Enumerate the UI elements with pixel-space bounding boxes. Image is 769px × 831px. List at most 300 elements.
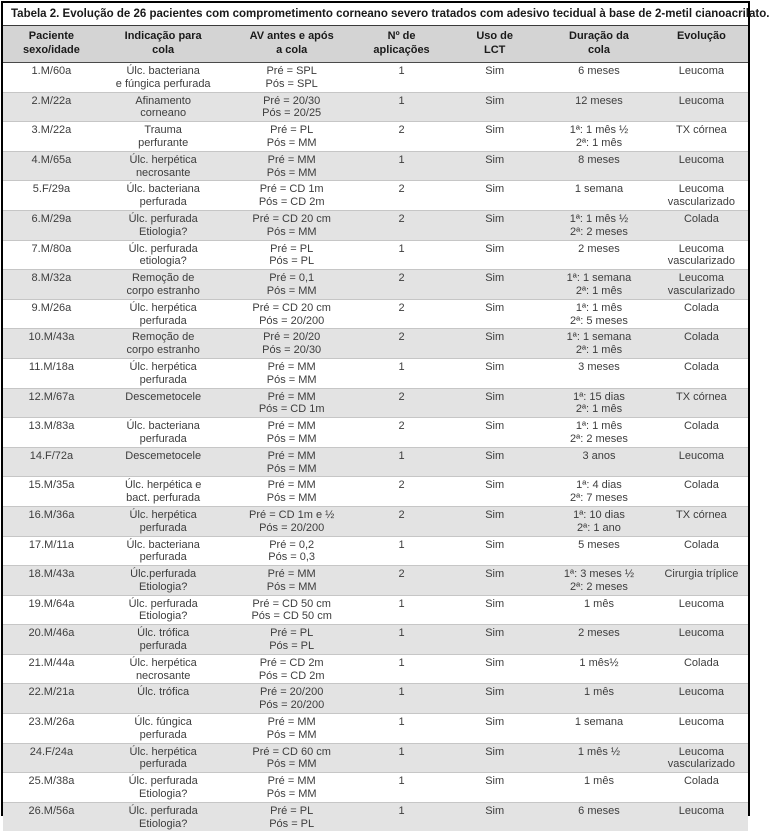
cell-line: 2ª: 2 meses: [545, 226, 653, 239]
cell-line: Colada: [657, 539, 746, 552]
cell-line: Sim: [448, 568, 541, 581]
table-row: [3, 654, 748, 684]
table-cell-patient: [3, 240, 100, 270]
cell-line: Pré = PL: [228, 124, 354, 137]
table-cell-indication: [100, 151, 227, 181]
table-cell-lct-use: [446, 181, 543, 211]
cell-line: 2: [359, 568, 444, 581]
table-cell-glue-duration: [543, 714, 655, 744]
cell-line: Sim: [448, 775, 541, 788]
cell-line: 1 semana: [545, 716, 653, 729]
cell-line: 12 meses: [545, 95, 653, 108]
cell-line: necrosante: [102, 670, 225, 683]
cell-line: Pré = MM: [228, 450, 354, 463]
table-cell-indication: [100, 240, 227, 270]
cell-line: Úlc. perfurada: [102, 598, 225, 611]
cell-line: Pós = MM: [228, 167, 354, 180]
cell-line: 2 meses: [545, 627, 653, 640]
cell-line: 17.M/11a: [5, 539, 98, 552]
cell-line: vascularizado: [657, 196, 746, 209]
cell-line: Úlc. perfurada: [102, 805, 225, 818]
cell-line: Sim: [448, 420, 541, 433]
table-cell-visual-acuity: [226, 773, 356, 803]
table-cell-lct-use: [446, 566, 543, 596]
cell-line: Pré = MM: [228, 391, 354, 404]
table-cell-patient: [3, 506, 100, 536]
cell-line: Úlc. herpética: [102, 302, 225, 315]
table-cell-evolution: [655, 802, 748, 831]
cell-line: 2 meses: [545, 243, 653, 256]
table-row: [3, 122, 748, 152]
table-cell-indication: [100, 270, 227, 300]
cell-line: 11.M/18a: [5, 361, 98, 374]
cell-line: 1ª: 1 mês: [545, 302, 653, 315]
cell-line: Pré = 20/30: [228, 95, 354, 108]
column-header-line: Duração da: [545, 30, 653, 44]
cell-line: 1 mês: [545, 598, 653, 611]
cell-line: Pós = MM: [228, 581, 354, 594]
table-cell-indication: [100, 63, 227, 93]
column-header-lct-use: [446, 26, 543, 63]
table-cell-indication: [100, 358, 227, 388]
cell-line: 1: [359, 154, 444, 167]
cell-line: Pré = SPL: [228, 65, 354, 78]
cell-line: Pós = SPL: [228, 78, 354, 91]
column-header-line: cola: [102, 44, 225, 58]
table-cell-evolution: [655, 506, 748, 536]
table-row: [3, 92, 748, 122]
table-cell-glue-duration: [543, 536, 655, 566]
cell-line: Pré = MM: [228, 420, 354, 433]
cell-line: 2: [359, 183, 444, 196]
cell-line: Colada: [657, 361, 746, 374]
table-cell-visual-acuity: [226, 151, 356, 181]
cell-line: 5 meses: [545, 539, 653, 552]
table-cell-evolution: [655, 358, 748, 388]
table-cell-glue-duration: [543, 447, 655, 477]
cell-line: 8 meses: [545, 154, 653, 167]
table-cell-glue-duration: [543, 566, 655, 596]
cell-line: Sim: [448, 183, 541, 196]
cell-line: Colada: [657, 213, 746, 226]
table-cell-patient: [3, 654, 100, 684]
column-header-line: sexo/idade: [5, 44, 98, 58]
column-header-line: Nº de: [359, 30, 444, 44]
cell-line: 1: [359, 686, 444, 699]
table-cell-visual-acuity: [226, 181, 356, 211]
table-cell-applications: [357, 92, 446, 122]
cell-line: Etiologia?: [102, 818, 225, 831]
table-cell-glue-duration: [543, 181, 655, 211]
cell-line: 6.M/29a: [5, 213, 98, 226]
table-cell-indication: [100, 210, 227, 240]
column-header-glue-duration: [543, 26, 655, 63]
cell-line: 15.M/35a: [5, 479, 98, 492]
cell-line: 1: [359, 805, 444, 818]
cell-line: Pré = MM: [228, 568, 354, 581]
cell-line: 1: [359, 657, 444, 670]
cell-line: Sim: [448, 539, 541, 552]
cell-line: Leucoma: [657, 805, 746, 818]
column-header-patient: [3, 26, 100, 63]
cell-line: Sim: [448, 65, 541, 78]
table-cell-applications: [357, 536, 446, 566]
table-cell-indication: [100, 536, 227, 566]
table-cell-lct-use: [446, 122, 543, 152]
table-cell-visual-acuity: [226, 536, 356, 566]
cell-line: Pré = 20/200: [228, 686, 354, 699]
cell-line: 2: [359, 213, 444, 226]
table-cell-evolution: [655, 418, 748, 448]
table-cell-glue-duration: [543, 654, 655, 684]
cell-line: 1ª: 4 dias: [545, 479, 653, 492]
table-cell-indication: [100, 418, 227, 448]
cell-line: 1 mês: [545, 686, 653, 699]
table-cell-visual-acuity: [226, 595, 356, 625]
cell-line: 1ª: 10 dias: [545, 509, 653, 522]
cell-line: Sim: [448, 243, 541, 256]
table-cell-applications: [357, 447, 446, 477]
cell-line: Pré = CD 1m e ½: [228, 509, 354, 522]
table-row: [3, 240, 748, 270]
cell-line: 1: [359, 243, 444, 256]
table-cell-patient: [3, 92, 100, 122]
cell-line: Leucoma: [657, 65, 746, 78]
table-cell-glue-duration: [543, 270, 655, 300]
table-cell-glue-duration: [543, 299, 655, 329]
table-cell-patient: [3, 270, 100, 300]
table-cell-visual-acuity: [226, 299, 356, 329]
cell-line: Leucoma: [657, 272, 746, 285]
table-cell-visual-acuity: [226, 122, 356, 152]
table-row: [3, 743, 748, 773]
table-cell-indication: [100, 566, 227, 596]
cell-line: Pós = 20/30: [228, 344, 354, 357]
table-cell-evolution: [655, 329, 748, 359]
cell-line: Sim: [448, 805, 541, 818]
cell-line: perfurada: [102, 729, 225, 742]
cell-line: Pré = MM: [228, 361, 354, 374]
table-row: [3, 536, 748, 566]
cell-line: 2.M/22a: [5, 95, 98, 108]
column-header-line: Evolução: [657, 30, 746, 44]
cell-line: Úlc. herpética: [102, 154, 225, 167]
table-cell-indication: [100, 506, 227, 536]
cell-line: Descemetocele: [102, 391, 225, 404]
table-cell-evolution: [655, 181, 748, 211]
cell-line: Descemetocele: [102, 450, 225, 463]
table-cell-visual-acuity: [226, 506, 356, 536]
table-cell-glue-duration: [543, 477, 655, 507]
cell-line: 2: [359, 479, 444, 492]
cell-line: perfurada: [102, 551, 225, 564]
cell-line: Pós = MM: [228, 788, 354, 801]
table-cell-applications: [357, 270, 446, 300]
cell-line: Úlc. herpética: [102, 509, 225, 522]
table-row: [3, 299, 748, 329]
table-cell-lct-use: [446, 714, 543, 744]
table-cell-visual-acuity: [226, 63, 356, 93]
table-cell-applications: [357, 714, 446, 744]
cell-line: Úlc. bacteriana: [102, 539, 225, 552]
cell-line: Pós = MM: [228, 463, 354, 476]
table-cell-visual-acuity: [226, 566, 356, 596]
cell-line: 4.M/65a: [5, 154, 98, 167]
table-cell-applications: [357, 181, 446, 211]
table-cell-applications: [357, 595, 446, 625]
cell-line: Pré = 20/20: [228, 331, 354, 344]
column-header-line: a cola: [228, 44, 354, 58]
cell-line: 1ª: 1 semana: [545, 331, 653, 344]
column-header-line: aplicações: [359, 44, 444, 58]
cell-line: 16.M/36a: [5, 509, 98, 522]
table-cell-patient: [3, 625, 100, 655]
table-cell-lct-use: [446, 151, 543, 181]
table-cell-patient: [3, 418, 100, 448]
cell-line: Pré = MM: [228, 716, 354, 729]
table-row: [3, 506, 748, 536]
cell-line: 26.M/56a: [5, 805, 98, 818]
table-cell-applications: [357, 566, 446, 596]
cell-line: Colada: [657, 775, 746, 788]
table-cell-indication: [100, 299, 227, 329]
cell-line: Sim: [448, 598, 541, 611]
cell-line: Pré = CD 1m: [228, 183, 354, 196]
cell-line: Sim: [448, 361, 541, 374]
cell-line: necrosante: [102, 167, 225, 180]
cell-line: Pós = PL: [228, 255, 354, 268]
column-header-line: Indicação para: [102, 30, 225, 44]
cell-line: Pós = CD 2m: [228, 196, 354, 209]
patients-table: [3, 26, 748, 831]
header-row: [3, 26, 748, 63]
cell-line: Colada: [657, 657, 746, 670]
cell-line: Pós = MM: [228, 226, 354, 239]
table-header: [3, 26, 748, 63]
table-cell-evolution: [655, 122, 748, 152]
cell-line: Remoção de: [102, 272, 225, 285]
table-cell-indication: [100, 714, 227, 744]
table-cell-evolution: [655, 388, 748, 418]
cell-line: Leucoma: [657, 95, 746, 108]
cell-line: Sim: [448, 509, 541, 522]
cell-line: Sim: [448, 391, 541, 404]
cell-line: Leucoma: [657, 450, 746, 463]
cell-line: Pós = 0,3: [228, 551, 354, 564]
cell-line: 2: [359, 302, 444, 315]
table-cell-applications: [357, 358, 446, 388]
table-cell-applications: [357, 506, 446, 536]
table-cell-lct-use: [446, 270, 543, 300]
cell-line: Pós = MM: [228, 492, 354, 505]
table-cell-indication: [100, 743, 227, 773]
table-cell-indication: [100, 329, 227, 359]
column-header-visual-acuity: [226, 26, 356, 63]
cell-line: 2: [359, 331, 444, 344]
cell-line: Pós = 20/25: [228, 107, 354, 120]
cell-line: perfurada: [102, 758, 225, 771]
table-cell-visual-acuity: [226, 743, 356, 773]
cell-line: corneano: [102, 107, 225, 120]
cell-line: Pós = MM: [228, 729, 354, 742]
cell-line: 1 semana: [545, 183, 653, 196]
cell-line: 1: [359, 775, 444, 788]
cell-line: Leucoma: [657, 716, 746, 729]
cell-line: Sim: [448, 331, 541, 344]
table-cell-glue-duration: [543, 684, 655, 714]
table-cell-glue-duration: [543, 122, 655, 152]
cell-line: 1 mês: [545, 775, 653, 788]
cell-line: 1: [359, 65, 444, 78]
table-cell-glue-duration: [543, 210, 655, 240]
table-cell-evolution: [655, 625, 748, 655]
cell-line: 25.M/38a: [5, 775, 98, 788]
table-cell-lct-use: [446, 418, 543, 448]
table-cell-evolution: [655, 299, 748, 329]
table-row: [3, 418, 748, 448]
table-cell-visual-acuity: [226, 802, 356, 831]
table-row: [3, 714, 748, 744]
cell-line: 6 meses: [545, 65, 653, 78]
table-row: [3, 447, 748, 477]
cell-line: 12.M/67a: [5, 391, 98, 404]
table-cell-glue-duration: [543, 358, 655, 388]
cell-line: Úlc. trófica: [102, 627, 225, 640]
table-cell-indication: [100, 477, 227, 507]
table-cell-glue-duration: [543, 240, 655, 270]
table-cell-patient: [3, 773, 100, 803]
table-cell-lct-use: [446, 210, 543, 240]
table-cell-patient: [3, 684, 100, 714]
cell-line: Leucoma: [657, 746, 746, 759]
cell-line: Úlc. herpética: [102, 746, 225, 759]
cell-line: Pós = CD 2m: [228, 670, 354, 683]
cell-line: Pós = MM: [228, 285, 354, 298]
table-cell-glue-duration: [543, 151, 655, 181]
table-cell-evolution: [655, 63, 748, 93]
table-cell-visual-acuity: [226, 358, 356, 388]
table-cell-evolution: [655, 773, 748, 803]
table-cell-lct-use: [446, 743, 543, 773]
table-cell-patient: [3, 595, 100, 625]
table-cell-evolution: [655, 536, 748, 566]
cell-line: 2: [359, 124, 444, 137]
cell-line: 3 anos: [545, 450, 653, 463]
table-cell-visual-acuity: [226, 447, 356, 477]
cell-line: Pós = PL: [228, 640, 354, 653]
cell-line: 21.M/44a: [5, 657, 98, 670]
column-header-line: Paciente: [5, 30, 98, 44]
cell-line: 2ª: 1 mês: [545, 285, 653, 298]
cell-line: Sim: [448, 272, 541, 285]
table-container: [1, 1, 750, 816]
table-cell-visual-acuity: [226, 625, 356, 655]
cell-line: 24.F/24a: [5, 746, 98, 759]
table-cell-applications: [357, 240, 446, 270]
table-cell-applications: [357, 388, 446, 418]
table-cell-applications: [357, 773, 446, 803]
table-cell-applications: [357, 210, 446, 240]
cell-line: Leucoma: [657, 598, 746, 611]
cell-line: 1ª: 3 meses ½: [545, 568, 653, 581]
table-row: [3, 477, 748, 507]
table-cell-glue-duration: [543, 418, 655, 448]
cell-line: 19.M/64a: [5, 598, 98, 611]
table-cell-evolution: [655, 240, 748, 270]
table-cell-indication: [100, 447, 227, 477]
cell-line: Sim: [448, 154, 541, 167]
cell-line: 2ª: 2 meses: [545, 581, 653, 594]
cell-line: perfurada: [102, 433, 225, 446]
cell-line: 1ª: 1 semana: [545, 272, 653, 285]
cell-line: Úlc. perfurada: [102, 775, 225, 788]
table-cell-evolution: [655, 92, 748, 122]
table-cell-glue-duration: [543, 773, 655, 803]
cell-line: corpo estranho: [102, 344, 225, 357]
cell-line: Pós = MM: [228, 758, 354, 771]
table-title: Tabela 2. Evolução de 26 pacientes com comprometimento corneano severo tratados com adesivo tecidual à base de 2-metil cianoacrilato.: [3, 3, 748, 26]
cell-line: Sim: [448, 627, 541, 640]
cell-line: 1: [359, 450, 444, 463]
table-row: [3, 270, 748, 300]
cell-line: 2ª: 5 meses: [545, 315, 653, 328]
cell-line: Pré = PL: [228, 243, 354, 256]
table-row: [3, 566, 748, 596]
table-cell-applications: [357, 477, 446, 507]
cell-line: 1: [359, 746, 444, 759]
cell-line: 1.M/60a: [5, 65, 98, 78]
table-cell-patient: [3, 63, 100, 93]
cell-line: Trauma: [102, 124, 225, 137]
cell-line: corpo estranho: [102, 285, 225, 298]
table-cell-indication: [100, 802, 227, 831]
table-cell-indication: [100, 773, 227, 803]
table-cell-patient: [3, 299, 100, 329]
cell-line: 1: [359, 361, 444, 374]
cell-line: Cirurgia tríplice: [657, 568, 746, 581]
cell-line: perfurante: [102, 137, 225, 150]
table-cell-lct-use: [446, 299, 543, 329]
cell-line: Remoção de: [102, 331, 225, 344]
table-row: [3, 329, 748, 359]
table-row: [3, 802, 748, 831]
cell-line: vascularizado: [657, 255, 746, 268]
table-cell-visual-acuity: [226, 210, 356, 240]
cell-line: 1 mês ½: [545, 746, 653, 759]
column-header-line: Uso de: [448, 30, 541, 44]
cell-line: 8.M/32a: [5, 272, 98, 285]
cell-line: Pós = 20/200: [228, 522, 354, 535]
cell-line: Pré = CD 50 cm: [228, 598, 354, 611]
cell-line: Úlc. herpética: [102, 657, 225, 670]
table-row: [3, 625, 748, 655]
cell-line: 2ª: 1 mês: [545, 137, 653, 150]
cell-line: Sim: [448, 95, 541, 108]
cell-line: 22.M/21a: [5, 686, 98, 699]
cell-line: Colada: [657, 331, 746, 344]
table-cell-evolution: [655, 595, 748, 625]
cell-line: Úlc. fúngica: [102, 716, 225, 729]
cell-line: 2: [359, 420, 444, 433]
cell-line: vascularizado: [657, 285, 746, 298]
cell-line: Pré = PL: [228, 805, 354, 818]
cell-line: Úlc. trófica: [102, 686, 225, 699]
cell-line: 20.M/46a: [5, 627, 98, 640]
cell-line: Leucoma: [657, 154, 746, 167]
cell-line: Afinamento: [102, 95, 225, 108]
table-cell-evolution: [655, 151, 748, 181]
table-cell-glue-duration: [543, 625, 655, 655]
